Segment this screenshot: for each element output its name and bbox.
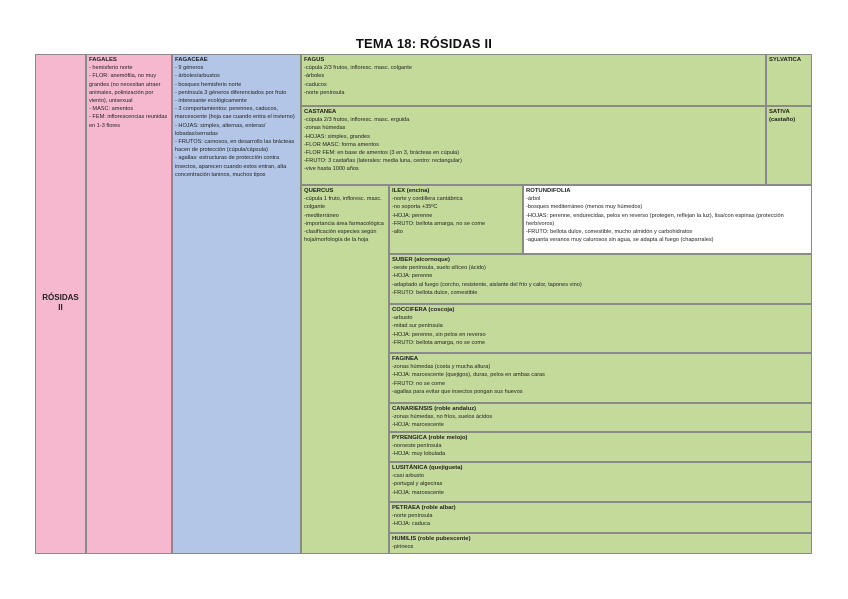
list-item: - HOJAS: simples, alternas, enteras/ lobadas/serradas xyxy=(175,122,266,137)
castanea-cell xyxy=(301,106,766,185)
castanea-list xyxy=(304,116,763,173)
petraea-cell xyxy=(389,502,812,533)
coccifera-cell xyxy=(389,304,812,353)
list-item: -HOJA: marcescente (quejigos), duras, pelos en ambas caras xyxy=(392,372,545,379)
list-item: -zonas húmedas xyxy=(304,125,346,132)
fagaceae-list xyxy=(175,64,298,179)
castanea-heading: CASTANEA xyxy=(304,109,337,115)
quercus-heading: QUERCUS xyxy=(304,188,334,194)
list-item: -HOJA: perenne, sin pelos en reverso xyxy=(392,331,486,338)
list-item: - hemisferio norte xyxy=(89,65,133,72)
list-item: -caducos xyxy=(304,81,327,88)
list-item: -HOJAS: perenne, endurecidas, pelos en reverso (protegen, reflejan la luz), lisa/con espinas (protección herbívoros) xyxy=(526,212,784,227)
list-item: -alto xyxy=(392,229,403,236)
list-item: -FRUTO: bellota dulce, comestible xyxy=(392,289,478,296)
list-item: -FRUTO: bellota dulce, comestible, mucho almidón y carbohidratos xyxy=(526,229,693,236)
list-item: -FLOR MASC: forma amentos xyxy=(304,141,379,148)
rotundifolia-cell xyxy=(523,185,812,254)
list-item: -arbusto xyxy=(392,315,413,322)
list-item: -HOJA: marcescente xyxy=(392,489,444,496)
list-item: -importancia área farmacológica xyxy=(304,220,384,227)
list-item: - FLOR: anemófila, no muy grandes (no necesitan atraer animales, polinización por viento), unisexual xyxy=(89,73,161,105)
list-item: -HOJAS: simples, grandes xyxy=(304,133,370,140)
list-item: -cúpula 2/3 frutos, infloresc. masc. erguida xyxy=(304,117,410,124)
list-item: -FLOR FEM: en base de amentos (3 en 3, brácteas en cúpula) xyxy=(304,150,460,157)
suber-cell xyxy=(389,254,812,304)
list-item: -FRUTO: bellota amarga, no se come xyxy=(392,339,486,346)
fagaceae-cell xyxy=(172,54,301,554)
sylvatica-heading: SYLVATICA xyxy=(769,57,802,63)
rosidas-label-line2: II xyxy=(58,303,63,312)
list-item: -HOJA: perenne xyxy=(392,212,433,219)
ilex-list xyxy=(392,195,520,236)
list-item: -zonas húmedas, no fríos, suelos ácidos xyxy=(392,414,493,421)
list-item: -mitad sur península xyxy=(392,323,443,330)
canariensis-list xyxy=(392,413,809,429)
list-item: - FRUTOS: carnosos, en desarrollo las brácteas hacen de protección (cúpula/cápsula) xyxy=(175,139,295,154)
faginea-heading: FAGINEA xyxy=(392,356,419,362)
rosidas-label xyxy=(36,293,85,313)
ilex-cell xyxy=(389,185,523,254)
fagales-cell xyxy=(86,54,172,554)
list-item: -norte península xyxy=(304,89,345,96)
list-item: -FRUTO: bellota amarga, no se come xyxy=(392,220,486,227)
fagus-cell xyxy=(301,54,766,106)
list-item: - interesante ecológicamente xyxy=(175,98,247,105)
list-item: - península 3 géneros diferenciados por fruto xyxy=(175,89,287,96)
fagus-heading: FAGUS xyxy=(304,57,325,63)
canariensis-heading: CANARIENSIS (roble andaluz) xyxy=(392,406,477,412)
list-item: -HOJA: perenne xyxy=(392,273,433,280)
list-item: -FRUTO: no se come xyxy=(392,380,446,387)
list-item: - FEM: inflorescencias reunidas en 1-3 flores xyxy=(89,114,168,129)
lusitanica-cell xyxy=(389,462,812,502)
quercus-list xyxy=(304,195,386,244)
list-item: - árboles/arbustos xyxy=(175,73,220,80)
list-item: -casi arbusto xyxy=(392,473,425,480)
lusitanica-heading: LUSITÁNICA (quejigueta) xyxy=(392,465,463,471)
ilex-heading: ILEX (encina) xyxy=(392,188,430,194)
page-title: TEMA 18: RÓSIDAS II xyxy=(355,36,493,51)
list-item: -mediterráneo xyxy=(304,212,339,219)
faginea-list xyxy=(392,363,809,396)
list-item: -árboles xyxy=(304,73,325,80)
coccifera-list xyxy=(392,314,809,347)
list-item: -HOJA: muy lobulada xyxy=(392,451,446,458)
rotundifolia-list xyxy=(526,195,809,244)
pyrengica-cell xyxy=(389,432,812,462)
list-item: -agallas para evitar que insectos pongan sus huevos xyxy=(392,388,523,395)
list-item: - 3 comportamientos: perennes, caducos, marcescente (hoja cae cuando entra el invierno) xyxy=(175,106,295,121)
petraea-list xyxy=(392,512,809,528)
list-item: -norte península xyxy=(392,513,433,520)
list-item: -aguanta veranos muy calurosos sin agua, se adapta al fuego (chaparrales) xyxy=(526,237,714,244)
rotundifolia-heading: ROTUNDIFOLIA xyxy=(526,188,571,194)
list-item: -HOJA: marcescente xyxy=(392,422,444,429)
list-item: -oeste península, suelo silíceo (ácido) xyxy=(392,265,486,272)
fagaceae-heading: FAGACEAE xyxy=(175,57,208,63)
canariensis-cell xyxy=(389,403,812,432)
suber-heading: SUBER (alcornoque) xyxy=(392,257,450,263)
suber-list xyxy=(392,264,809,297)
humilis-cell xyxy=(389,533,812,554)
coccifera-heading: COCCIFERA (coscoja) xyxy=(392,307,455,313)
sativa-sub: (castaño) xyxy=(769,117,796,124)
rosidas-cell xyxy=(35,54,86,554)
list-item: -zonas húmedas (costa y mucha altura) xyxy=(392,364,491,371)
fagales-list xyxy=(89,64,169,130)
list-item: -portugal y algeciras xyxy=(392,481,443,488)
fagus-list xyxy=(304,64,763,97)
sativa-heading: SATIVA xyxy=(769,109,790,115)
list-item: -FRUTO: 3 castañas (laterales: media luna, centro: rectangular) xyxy=(304,158,462,165)
list-item: - MASC: amentos xyxy=(89,106,134,113)
quercus-cell xyxy=(301,185,389,554)
rosidas-label-line1: RÓSIDAS xyxy=(42,293,79,302)
list-item: -cúpula 2/3 frutos, infloresc. masc. colgante xyxy=(304,65,412,72)
list-item: -pirineos xyxy=(392,544,414,551)
list-item: -no soporta +35ºC xyxy=(392,204,438,211)
faginea-cell xyxy=(389,353,812,403)
sylvatica-cell xyxy=(766,54,812,106)
list-item: - agallas: estructuras de protección contra insectos, aparecen cuando estos entran, alta concentración taninos, muchos tipos xyxy=(175,155,287,178)
sativa-cell xyxy=(766,106,812,185)
pyrengica-list xyxy=(392,442,809,458)
pyrengica-heading: PYRENGICA (roble melojo) xyxy=(392,435,468,441)
list-item: -cúpula 1 fruto, infloresc. masc. colgante xyxy=(304,196,382,211)
list-item: - bosques hemisferio norte xyxy=(175,81,242,88)
list-item: -noroeste península xyxy=(392,443,442,450)
humilis-heading: HUMILIS (roble pubescente) xyxy=(392,536,471,542)
fagales-heading: FAGALES xyxy=(89,57,117,63)
list-item: -adaptado al fuego (corcho, resistente, aislante del frío y calor, tapones vino) xyxy=(392,281,582,288)
humilis-list xyxy=(392,543,809,551)
list-item: -vive hasta 1000 años xyxy=(304,166,359,173)
list-item: -clasificación especies según hoja/morfología de la hoja xyxy=(304,229,377,244)
list-item: -HOJA: caduca xyxy=(392,521,430,528)
list-item: - 9 géneros xyxy=(175,65,204,72)
list-item: -árbol xyxy=(526,196,541,203)
lusitanica-list xyxy=(392,472,809,497)
list-item: -norte y cordillera cantábrica xyxy=(392,196,463,203)
list-item: -bosques mediterráneo (menos muy húmedos) xyxy=(526,204,643,211)
petraea-heading: PETRAEA (roble albar) xyxy=(392,505,456,511)
